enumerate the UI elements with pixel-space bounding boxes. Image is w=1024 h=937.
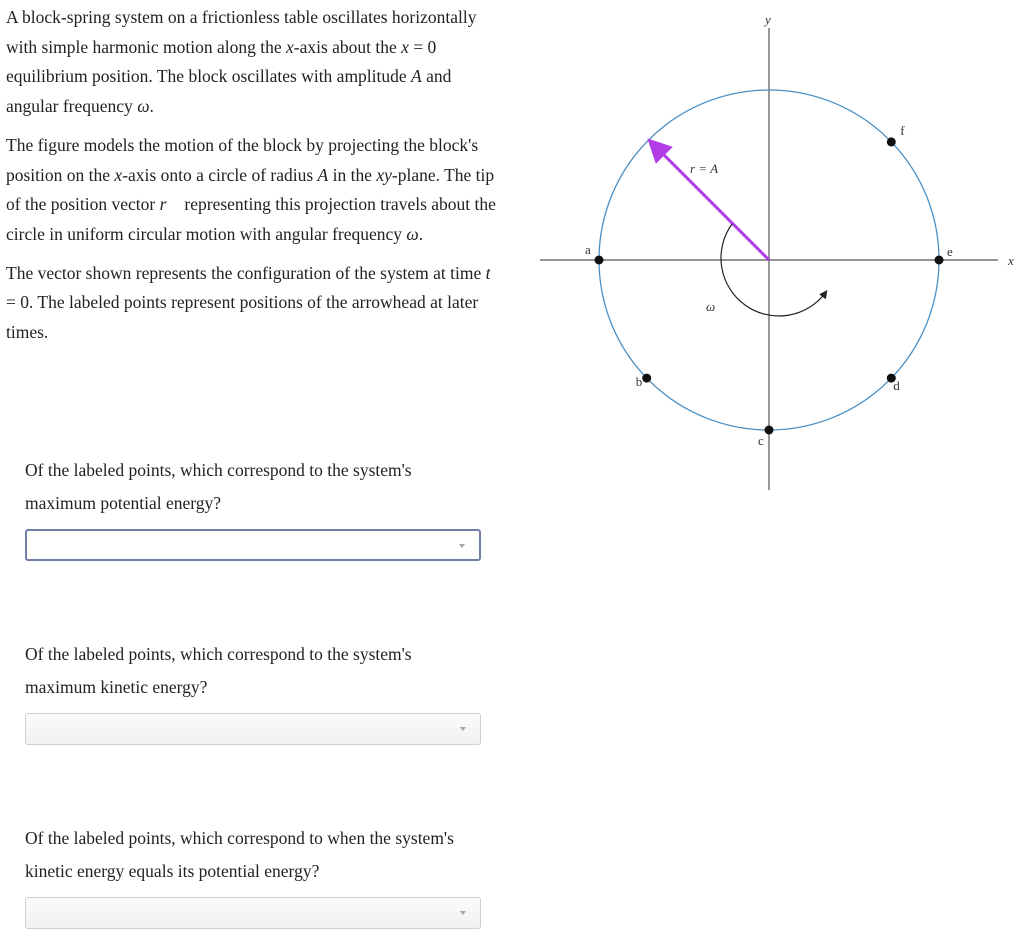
question-1-text: Of the labeled points, which correspond to the system's maximum potential energy? bbox=[25, 460, 412, 513]
chevron-down-icon bbox=[460, 911, 466, 915]
problem-paragraph-1: A block-spring system on a frictionless table oscillates horizontally with simple harmonic motion along the x-axis about the x = 0 equilibrium position. The block oscillates with amplitude A and angular frequency ω. bbox=[6, 7, 477, 117]
point-f bbox=[887, 123, 906, 147]
question-3 bbox=[25, 822, 481, 929]
point-c-marker bbox=[765, 426, 774, 435]
point-f-label: f bbox=[900, 122, 905, 138]
rotation-arrow bbox=[721, 224, 826, 316]
point-e bbox=[935, 244, 954, 265]
omega-label: ω bbox=[706, 299, 716, 314]
question-3-text: Of the labeled points, which correspond to when the system's kinetic energy equals its potential energy? bbox=[25, 828, 454, 881]
point-d bbox=[887, 374, 901, 394]
point-c bbox=[758, 426, 774, 449]
point-e-label: e bbox=[947, 244, 953, 259]
question-2-text: Of the labeled points, which correspond to the system's maximum kinetic energy? bbox=[25, 644, 412, 697]
point-e-marker bbox=[935, 256, 944, 265]
point-b bbox=[636, 374, 652, 390]
point-a-marker bbox=[595, 256, 604, 265]
chevron-down-icon bbox=[460, 727, 466, 731]
point-d-label: d bbox=[893, 378, 900, 394]
point-b-marker bbox=[642, 374, 651, 383]
question-3-dropdown[interactable] bbox=[25, 897, 481, 929]
circular-motion-diagram bbox=[536, 0, 1024, 500]
y-axis-label: y bbox=[765, 12, 771, 27]
question-1 bbox=[25, 454, 481, 561]
radius-label: r = A bbox=[690, 161, 719, 176]
question-2 bbox=[25, 638, 481, 745]
point-c-label: c bbox=[758, 433, 764, 448]
problem-paragraph-3: The vector shown represents the configuration of the system at time t = 0. The labeled points represent positions of the arrowhead at later times. bbox=[6, 262, 491, 343]
point-a bbox=[585, 242, 604, 265]
point-b-label: b bbox=[635, 374, 643, 390]
problem-paragraph-2: The figure models the motion of the block by projecting the block's position on the x-axis onto a circle of radius A in the xy-plane. The tip of the position vector r⃗ representing this projection travels about the circle in uniform circular motion with angular frequency ω. bbox=[6, 134, 496, 244]
chevron-down-icon bbox=[459, 544, 465, 548]
point-f-marker bbox=[887, 137, 896, 146]
question-2-dropdown[interactable] bbox=[25, 713, 481, 745]
problem-statement bbox=[6, 3, 496, 357]
x-axis-label: x bbox=[1008, 253, 1014, 268]
question-1-dropdown[interactable] bbox=[25, 529, 481, 561]
point-a-label: a bbox=[585, 242, 591, 257]
